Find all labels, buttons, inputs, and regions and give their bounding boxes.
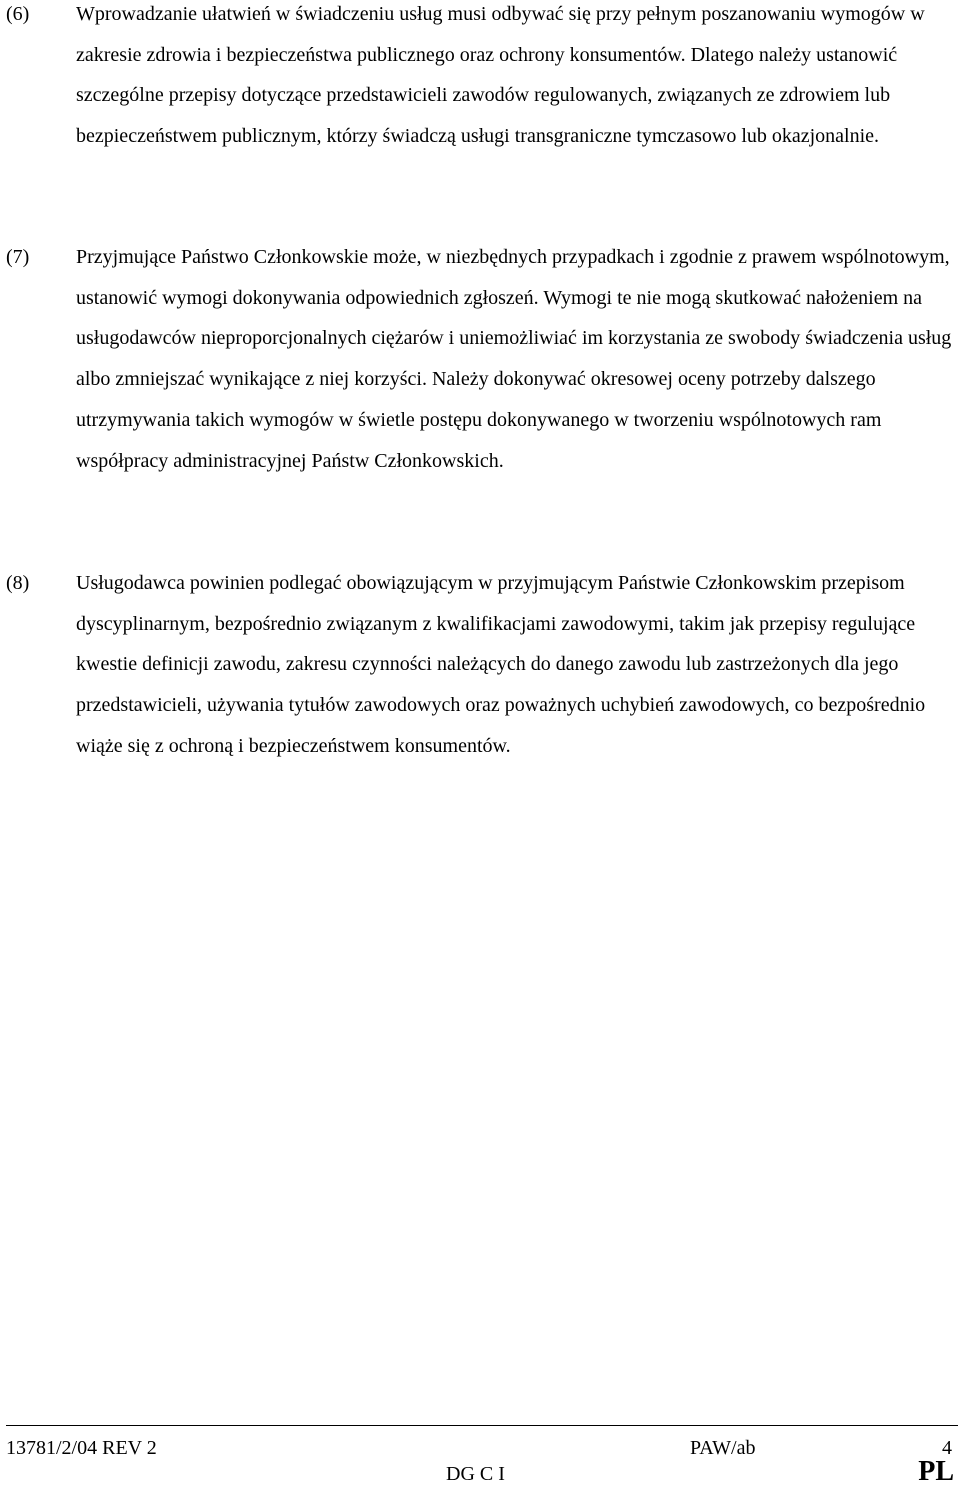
paragraph-text: Usługodawca powinien podlegać obowiązującym w przyjmującym Państwie Członkowskim przepisom dyscyplinarnym, bezpośrednio związanym z kwalifikacjami zawodowymi, takim jak przepisy regulujące kwestie definicji zawodu, zakresu czynności należących do danego zawodu lub zastrzeżonych dla jego przedstawicieli, używania tytułów zawodowych oraz poważnych uchybień zawodowych, co bezpośrednio wiąże się z ochroną i bezpieczeństwem konsumentów. [76,572,926,757]
paragraph-number: (7) [6,246,30,268]
paragraph-text: Przyjmujące Państwo Członkowskie może, w niezbędnych przypadkach i zgodnie z prawem wspólnotowym, ustanowić wymogi dokonywania odpowiednich zgłoszeń. Wymogi te nie mogą skutkować nałożeniem na usługodawców nieproporcjonalnych ciężarów i uniemożliwiać im korzystania ze swobody świadczenia usług albo zmniejszać wynikające z niej korzyści. Należy dokonywać okresowej oceny potrzeby dalszego utrzymywania takich wymogów w świetle postępu dokonywanego w tworzeniu wspólnotowych ram współpracy administracyjnej Państw Członkowskich. [76,246,952,472]
footer-initials: PAW/ab [690,1437,756,1459]
paragraph-number: (8) [6,572,30,594]
footer-reference: 13781/2/04 REV 2 [6,1437,157,1459]
paragraph-number: (6) [6,3,30,25]
paragraph-7 [0,237,960,481]
paragraph-8 [0,563,960,767]
footer-language: PL [918,1456,954,1487]
paragraph-6 [0,0,960,157]
footer-department: DG C I [446,1463,505,1485]
paragraph-text: Wprowadzanie ułatwień w świadczeniu usług musi odbywać się przy pełnym poszanowaniu wymogów w zakresie zdrowia i bezpieczeństwa publicznego oraz ochrony konsumentów. Dlatego należy ustanowić szczególne przepisy dotyczące przedstawicieli zawodów regulowanych, związanych ze zdrowiem lub bezpieczeństwem publicznym, którzy świadczą usługi transgraniczne tymczasowo lub okazjonalnie. [76,3,925,148]
footer-divider [6,1425,958,1426]
footer-page-number: 4 [942,1437,952,1459]
